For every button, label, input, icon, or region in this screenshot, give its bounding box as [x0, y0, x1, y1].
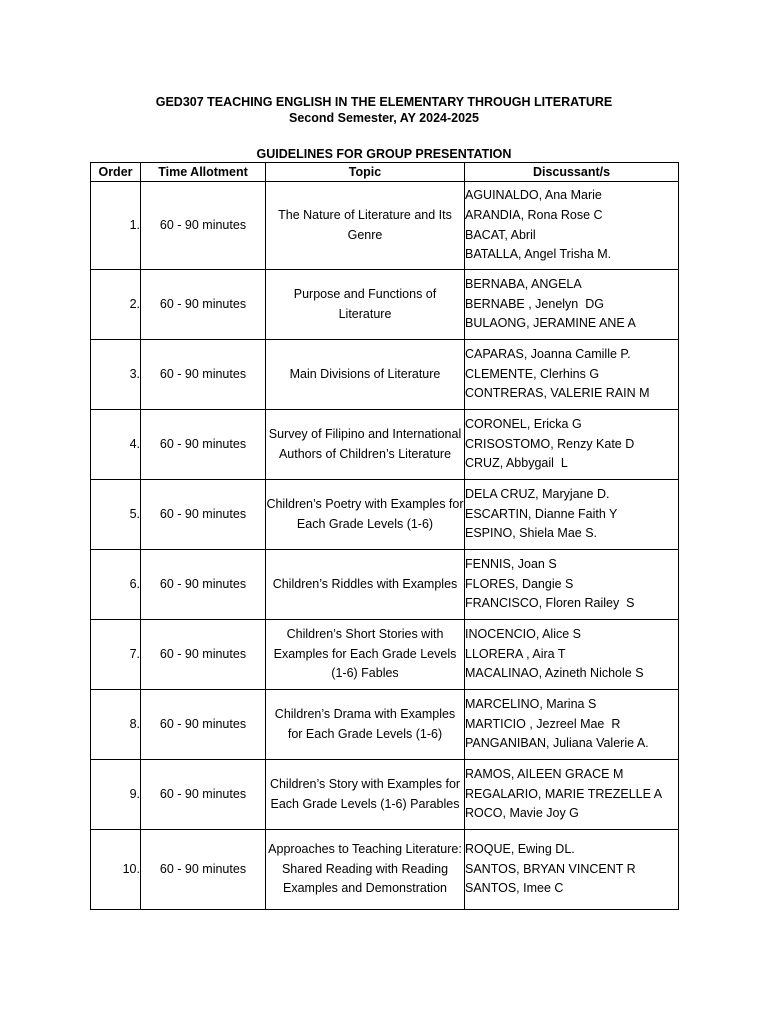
table-row: [91, 690, 679, 760]
discussant-name: CRISOSTOMO, Renzy Kate D: [465, 436, 635, 451]
topic-cell: Children’s Poetry with Examples for Each Grade Levels (1-6): [266, 480, 465, 550]
discussant-name: PANGANIBAN, Juliana Valerie A.: [465, 736, 649, 751]
discussants-cell: [465, 410, 679, 480]
topic-cell: The Nature of Literature and Its Genre: [266, 182, 465, 270]
order-cell: 7.: [91, 620, 141, 690]
order-cell: 2.: [91, 270, 141, 340]
column-header-topic: Topic: [266, 163, 465, 182]
discussant-name: ARANDIA, Rona Rose C: [465, 207, 603, 222]
discussant-name: MARCELINO, Marina S: [465, 696, 597, 711]
table-row: [91, 620, 679, 690]
table-row: [91, 760, 679, 830]
order-cell: 8.: [91, 690, 141, 760]
discussants-cell: [465, 690, 679, 760]
discussant-name: CORONEL, Ericka G: [465, 416, 582, 431]
table-row: [91, 270, 679, 340]
discussant-name: BATALLA, Angel Trisha M.: [465, 247, 612, 262]
document-title: GED307 TEACHING ENGLISH IN THE ELEMENTARY THROUGH LITERATURE: [155, 95, 613, 109]
order-cell: 9.: [91, 760, 141, 830]
discussant-name: ESCARTIN, Dianne Faith Y: [465, 506, 618, 521]
discussant-name: MARTICIO , Jezreel Mae R: [465, 716, 621, 731]
time-allotment-cell: 60 - 90 minutes: [141, 830, 266, 910]
time-allotment-cell: 60 - 90 minutes: [141, 340, 266, 410]
discussants-cell: [465, 270, 679, 340]
time-allotment-cell: 60 - 90 minutes: [141, 550, 266, 620]
table-row: [91, 550, 679, 620]
time-allotment-cell: 60 - 90 minutes: [141, 690, 266, 760]
order-cell: 6.: [91, 550, 141, 620]
topic-cell: Children’s Story with Examples for Each Grade Levels (1-6) Parables: [266, 760, 465, 830]
discussant-name: BULAONG, JERAMINE ANE A: [465, 316, 636, 331]
presentation-schedule-table: [90, 162, 679, 910]
discussant-name: ESPINO, Shiela Mae S.: [465, 526, 598, 541]
discussant-name: BERNABE , Jenelyn DG: [465, 296, 604, 311]
discussant-name: FLORES, Dangie S: [465, 576, 574, 591]
discussant-name: DELA CRUZ, Maryjane D.: [465, 486, 610, 501]
table-row: [91, 480, 679, 550]
discussant-name: SANTOS, Imee C: [465, 881, 564, 896]
discussant-name: FRANCISCO, Floren Railey S: [465, 596, 635, 611]
discussant-name: BACAT, Abril: [465, 227, 536, 242]
topic-cell: Purpose and Functions of Literature: [266, 270, 465, 340]
order-cell: 5.: [91, 480, 141, 550]
table-body: [91, 182, 679, 910]
column-header-order: Order: [91, 163, 141, 182]
discussants-cell: [465, 182, 679, 270]
semester-subtitle: Second Semester, AY 2024-2025: [289, 111, 479, 125]
discussants-cell: [465, 620, 679, 690]
discussant-name: SANTOS, BRYAN VINCENT R: [465, 861, 636, 876]
discussant-name: RAMOS, AILEEN GRACE M: [465, 766, 624, 781]
table-header-row: [91, 163, 679, 182]
discussant-name: REGALARIO, MARIE TREZELLE A: [465, 786, 663, 801]
topic-cell: Children’s Drama with Examples for Each Grade Levels (1-6): [266, 690, 465, 760]
discussants-cell: [465, 760, 679, 830]
time-allotment-cell: 60 - 90 minutes: [141, 620, 266, 690]
time-allotment-cell: 60 - 90 minutes: [141, 410, 266, 480]
topic-cell: Main Divisions of Literature: [266, 340, 465, 410]
discussants-cell: [465, 340, 679, 410]
discussant-name: CLEMENTE, Clerhins G: [465, 366, 600, 381]
time-allotment-cell: 60 - 90 minutes: [141, 760, 266, 830]
order-cell: 3.: [91, 340, 141, 410]
discussants-cell: [465, 830, 679, 910]
discussant-name: INOCENCIO, Alice S: [465, 626, 581, 641]
topic-cell: Children’s Riddles with Examples: [266, 550, 465, 620]
order-cell: 10.: [91, 830, 141, 910]
topic-cell: Approaches to Teaching Literature: Shared Reading with Reading Examples and Demonstration: [266, 830, 465, 910]
discussant-name: AGUINALDO, Ana Marie: [465, 188, 602, 203]
column-header-time-allotment: Time Allotment: [141, 163, 266, 182]
discussant-name: CRUZ, Abbygail L: [465, 456, 568, 471]
topic-cell: Survey of Filipino and International Authors of Children’s Literature: [266, 410, 465, 480]
table-row: [91, 182, 679, 270]
order-cell: 4.: [91, 410, 141, 480]
discussant-name: MACALINAO, Azineth Nichole S: [465, 666, 644, 681]
discussant-name: FENNIS, Joan S: [465, 556, 557, 571]
discussant-name: CAPARAS, Joanna Camille P.: [465, 346, 631, 361]
discussant-name: CONTRERAS, VALERIE RAIN M: [465, 386, 650, 401]
discussant-name: BERNABA, ANGELA: [465, 276, 582, 291]
order-cell: 1.: [91, 182, 141, 270]
discussants-cell: [465, 550, 679, 620]
table-row: [91, 340, 679, 410]
time-allotment-cell: 60 - 90 minutes: [141, 270, 266, 340]
discussant-name: LLORERA , Aira T: [465, 646, 566, 661]
discussant-name: ROQUE, Ewing DL.: [465, 841, 575, 856]
discussant-name: ROCO, Mavie Joy G: [465, 806, 579, 821]
table-row: [91, 410, 679, 480]
time-allotment-cell: 60 - 90 minutes: [141, 480, 266, 550]
topic-cell: Children’s Short Stories with Examples for Each Grade Levels (1-6) Fables: [266, 620, 465, 690]
guidelines-heading: GUIDELINES FOR GROUP PRESENTATION: [256, 147, 512, 161]
discussants-cell: [465, 480, 679, 550]
table-row: [91, 830, 679, 910]
time-allotment-cell: 60 - 90 minutes: [141, 182, 266, 270]
column-header-discussants: Discussant/s: [465, 163, 679, 182]
